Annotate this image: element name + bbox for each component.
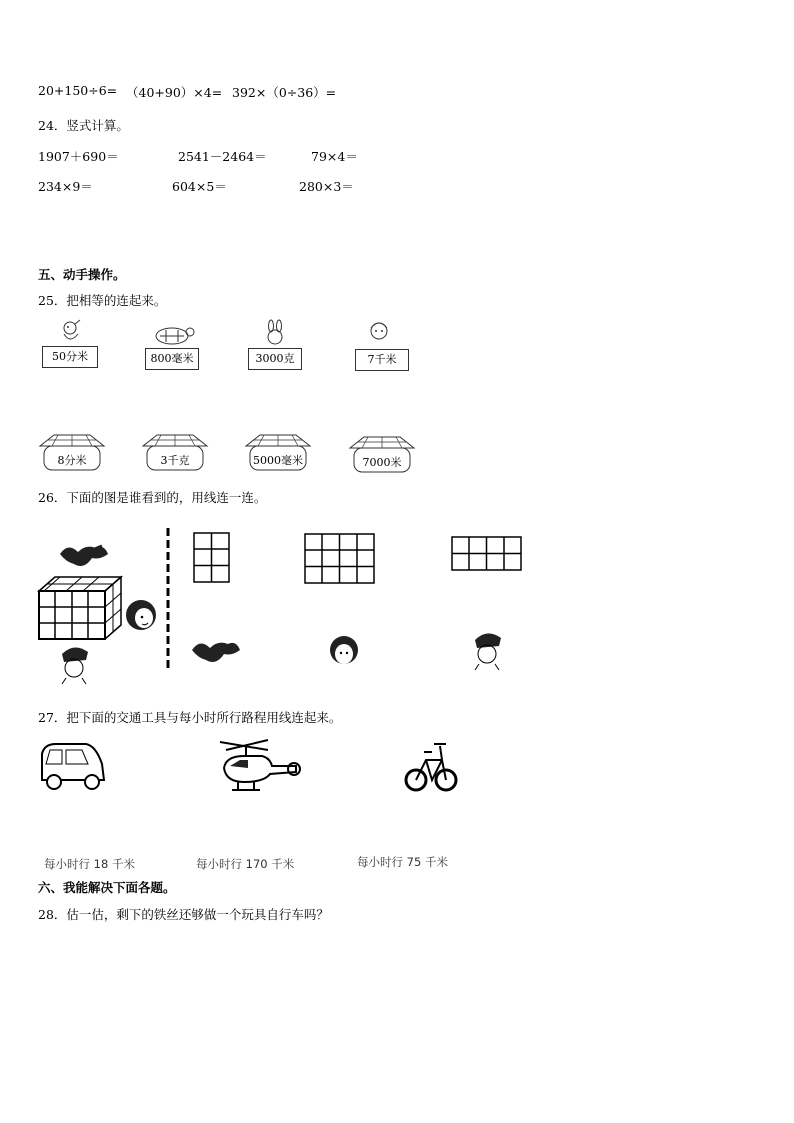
- view-grid-top: [451, 536, 523, 572]
- bird-icon: [56, 540, 110, 572]
- hut-3: [244, 432, 312, 474]
- q24-title: 24．竖式计算。: [38, 118, 129, 133]
- rabbit-icon: [262, 320, 288, 346]
- q24-item-5: 604×5＝: [172, 179, 227, 194]
- view-grid-front: [193, 532, 231, 584]
- child-icon: [366, 320, 392, 348]
- turtle-icon: [150, 324, 198, 346]
- q24-item-4: 234×9＝: [38, 179, 93, 194]
- q24-item-3: 79×4＝: [311, 149, 358, 164]
- q25-title: 25．把相等的连起来。: [38, 293, 167, 308]
- q23-expr-1: 20+150÷6=: [38, 83, 118, 98]
- hat-kid-icon: [58, 644, 92, 684]
- speed-label-2: 每小时行 170 千米: [196, 857, 295, 871]
- cube-stack-icon: [37, 575, 123, 641]
- boy-viewer-icon: [327, 634, 361, 670]
- q24-item-2: 2541－2464＝: [178, 149, 267, 164]
- top-sign-3: 3000克: [248, 348, 302, 370]
- hut-label-4: 7000米: [362, 456, 402, 469]
- car-icon: [38, 740, 108, 792]
- q23-expr-3: 392×（0÷36）=: [232, 85, 337, 100]
- view-grid-side: [304, 533, 376, 585]
- section-5-title: 五、动手操作。: [38, 267, 126, 282]
- bird-viewer-icon: [188, 636, 240, 668]
- hut-2: [141, 432, 209, 474]
- speed-label-1: 每小时行 18 千米: [44, 857, 135, 871]
- top-sign-4: 7千米: [355, 349, 409, 371]
- top-sign-1: 50分米: [42, 346, 98, 368]
- q27-title: 27．把下面的交通工具与每小时所行路程用线连起来。: [38, 710, 342, 725]
- bicycle-icon: [404, 738, 458, 796]
- q24-item-6: 280×3＝: [299, 179, 354, 194]
- hut-label-2: 3千克: [160, 454, 190, 467]
- hut-label-1: 8分米: [57, 454, 87, 467]
- boy-face-icon: [124, 598, 158, 632]
- helicopter-icon: [216, 738, 300, 796]
- section-6-title: 六、我能解决下面各题。: [38, 880, 176, 895]
- speed-label-3: 每小时行 75 千米: [357, 855, 448, 869]
- dog-icon: [56, 320, 86, 344]
- hut-label-3: 5000毫米: [253, 454, 303, 467]
- q28-title: 28．估一估，剩下的铁丝还够做一个玩具自行车吗？: [38, 907, 329, 922]
- q24-item-1: 1907＋690＝: [38, 149, 119, 164]
- q26-title: 26．下面的图是谁看到的，用线连一连。: [38, 490, 267, 505]
- q23-expr-2: （40+90）×4=: [126, 85, 223, 100]
- top-sign-2: 800毫米: [145, 348, 199, 370]
- hut-1: [38, 432, 106, 474]
- divider: [165, 528, 171, 668]
- hut-4: [348, 434, 416, 476]
- hat-kid-viewer-icon: [471, 630, 505, 670]
